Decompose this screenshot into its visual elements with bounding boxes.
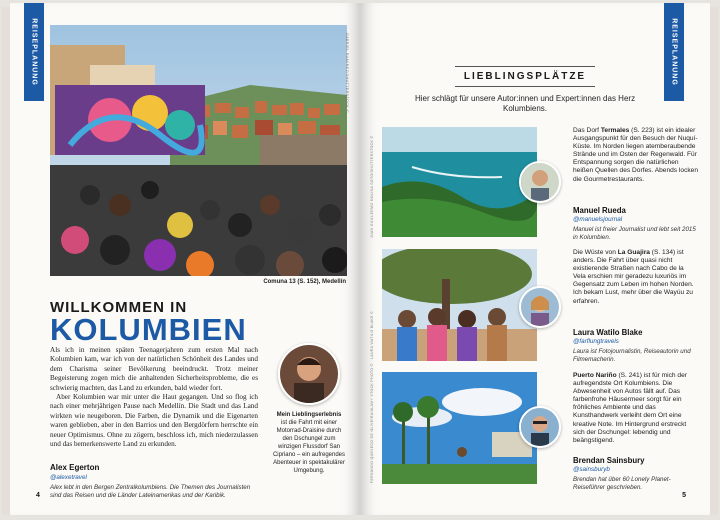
contributor-name-brendan: Brendan Sainsbury: [573, 456, 645, 465]
photo-credit-termales: JUAN GUILLERMO MOLINA SOTO/SHUTTERSTOCK ©: [370, 135, 374, 238]
title-rule-bottom: [455, 86, 595, 87]
favorite-text: ist die Fahrt mit einer Motorrad-Draisine durch den Dschungel zum winzigen Flussdorf San Cipriano – ein aufregendes Abenteuer in spektakulärer Umgebung.: [272, 420, 346, 474]
section-tab-left: REISEPLANUNG: [24, 3, 44, 101]
section-title: LIEBLINGSPLÄTZE: [463, 71, 587, 82]
place-puerto-narino: Puerto Nariño: [573, 372, 617, 379]
favorite-title: Mein Lieblingserlebnis: [276, 412, 342, 418]
photo-credit-la-guajira: LAURA WATILO BLAKE ©: [370, 311, 374, 359]
intro-paragraph-1: Als ich in meinen späten Teenagerjahren zum ersten Mal nach Kolumbien kam, war ich von der natürlichen Schönheit des Landes und dem Charisma seiner Bevölkerung beeindruckt. Trotz meiner Begeisterung zogen mich die anhaltenden Sicherheitsprobleme, die es schwierig machten, das Land zu erkunden, bald wieder fort.: [50, 346, 258, 392]
section-subtitle: Hier schlägt für unsere Autor:innen und Expert:innen das Herz Kolumbiens.: [414, 94, 636, 113]
place-termales: Termales: [600, 127, 630, 134]
author-avatar-manuel: [519, 161, 561, 203]
hero-photo-comuna13: [50, 25, 347, 276]
left-page: [10, 3, 360, 515]
page-title: KOLUMBIEN: [50, 312, 247, 347]
contributor-bio-manuel: Manuel ist freier Journalist und lebt seit 2015 in Kolumbien.: [573, 226, 696, 241]
contributor-bio-brendan: Brendan hat über 60 Lonely Planet-Reiseführer geschrieben.: [573, 476, 671, 491]
author-avatar-laura: [519, 286, 561, 328]
photo-termales: [382, 127, 537, 237]
place-la-guajira: La Guajira: [617, 249, 650, 256]
favorite-experience: [272, 411, 346, 475]
contributor-name-laura: Laura Watilo Blake: [573, 328, 643, 337]
author-avatar-brendan: [519, 406, 561, 448]
entry-text-la-guajira: Die Wüste von La Guajira (S. 134) ist anders. Die Fahrt über quasi nicht existierende Straßen nach Cabo de la Vela erschien mir geradezu luxuriös im Gegensatz zum Leben im hohen Norden. Ich bekam Lust, mehr über die Wayúu zu erfahren.: [573, 249, 694, 305]
page-number-left: 4: [36, 492, 40, 499]
contributor-handle-brendan[interactable]: @sainsburyb: [573, 466, 610, 473]
contributor-handle-manuel[interactable]: @manuelsjournal: [573, 216, 623, 223]
intro-text: [50, 346, 258, 449]
title-rule-top: [455, 66, 595, 67]
author-avatar-alex: [278, 343, 340, 405]
contributor-name-manuel: Manuel Rueda: [573, 206, 626, 215]
author-handle[interactable]: @alexetravel: [50, 474, 87, 481]
heading-small: WILLKOMMEN IN: [50, 299, 188, 316]
entry-text-puerto-narino: Puerto Nariño (S. 241) ist für mich der aufregendste Ort Kolumbiens. Die Abwesenheit von Autos fällt auf. Das farbenfrohe Häusermeer sorgt für ein fröhliches Ambiente und das Kunsthandwerk verleiht dem Ort eine kreative Note. Im Hintergrund erstreckt sich der Dschungel: lebendig und beängstigend.: [573, 372, 687, 444]
right-page: [360, 3, 710, 515]
guidebook-spread: [2, 3, 718, 517]
page-number-right: 5: [682, 492, 686, 499]
photo-credit-hero: GABRIEL RAMIREZ/SHUTTERSTOCK ©: [345, 33, 349, 113]
section-tab-right: REISEPLANUNG: [664, 3, 684, 101]
author-name: Alex Egerton: [50, 463, 100, 472]
photo-puerto-narino: [382, 372, 537, 484]
intro-paragraph-2: Aber Kolumbien war mir unter die Haut gegangen. Und so flog ich nach einer mehrjährigen Pause nach Medellín. Die Stadt und das Land wirkten wie neugeboren. Die Farben, die Dynamik und die Eigenarten waren geblieben, aber in den Barrios und den Bergdörfern herrschte ein neuer Optimismus. Ohne zu zögern, beschloss ich, mich niederzulassen und das bemerkenswerte Land zu erkunden.: [50, 393, 258, 449]
photo-la-guajira: [382, 249, 537, 361]
author-bio: Alex lebt in den Bergen Zentralkolumbiens. Die Themen des Journalisten sind das Reisen und die Länder Lateinamerikas und der Karibik.: [50, 484, 251, 499]
contributor-handle-laura[interactable]: @farflungtravels: [573, 338, 619, 345]
contributor-bio-laura: Laura ist Fotojournalistin, Reiseautorin und Filmemacherin.: [573, 348, 691, 363]
entry-text-termales: Das Dorf Termales (S. 223) ist ein idealer Ausgangspunkt für den Besuch der Nuquí-Küste. Im Norden liegen atemberaubende Strände und im Osten der Regenwald. Für Entspannung sorgen die natürlichen heißen Quellen des Dorfes. Abends locken die Gourmetrestaurants.: [573, 127, 698, 183]
photo-credit-puerto-narino: FERNANDO QUEVEDO DE OLIVEIRA/ALAMY STOCK PHOTO ©: [370, 363, 374, 483]
photo-caption: Comuna 13 (S. 152), Medellín: [263, 279, 346, 285]
